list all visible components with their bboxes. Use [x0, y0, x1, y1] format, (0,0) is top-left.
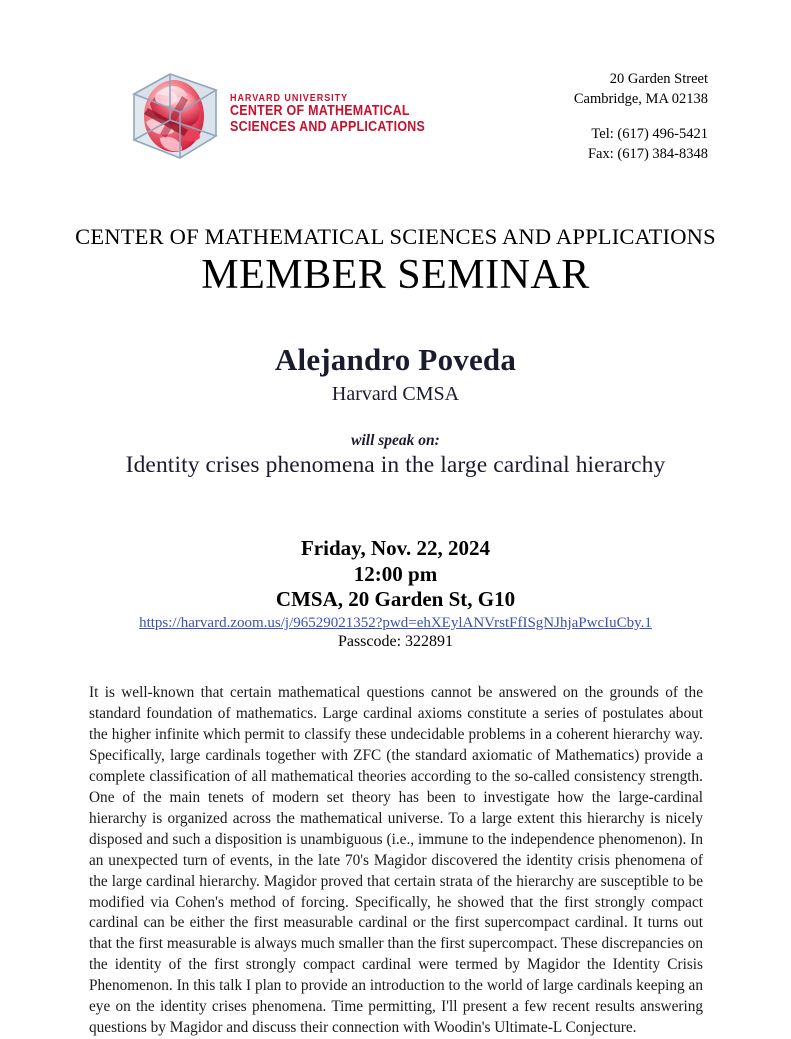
zoom-passcode: Passcode: 322891	[337, 632, 454, 650]
address-spacer	[574, 109, 708, 125]
cmsa-logo-wordmark	[230, 93, 425, 136]
cmsa-cube-logo-icon	[126, 64, 224, 164]
abstract-text: It is well-known that certain mathematical questions cannot be answered on the grounds of the standard foundation of mathematics. Large cardinal axioms constitute a series of postulates about the higher infinite which permit to classify these undecidable problems in a coherent hierarchy way. Specifically, large cardinals together with ZFC (the standard axiomatic of Mathematics) provide a complete classification of all mathematical theories according to the so-called consistency strength. One of the main tenets of modern set theory has been to investigate how the large-cardinal hierarchy is organized across the mathematical universe. To a large extent this hierarchy is nicely disposed and such a disposition is unambiguous (i.e., immune to the independence phenomenon). In an unexpected turn of events, in the late 70's Magidor discovered the identity crisis phenomena of the large cardinal hierarchy. Magidor proved that certain strata of the hierarchy are susceptible to be modified via Cohen's method of forcing. Specifically, he showed that the first strongly compact cardinal can be either the first measurable cardinal or the first supercompact cardinal. It turns out that the first measurable is always much smaller than the first supercompact. These discrepancies on the identity of the first strongly compact cardinal were termed by Magidor the Identity Crisis Phenomenon. In this talk I plan to provide an introduction to the world of large cardinals keeping an eye on the identity crises phenomena. Time permitting, I'll present a few recent results answering questions by Magidor and discuss their connection with Woodin's Ultimate-L Conjecture.	[89, 684, 703, 1037]
event-date: Friday, Nov. 22, 2024	[300, 536, 490, 560]
event-time: 12:00 pm	[353, 561, 438, 586]
event-location: CMSA, 20 Garden St, G10	[275, 587, 516, 612]
letterhead	[0, 60, 791, 175]
address-telephone: Tel: (617) 496-5421	[591, 126, 708, 143]
talk-title: Identity crises phenomena in the large cardinal hierarchy	[125, 452, 666, 478]
cmsa-logo-block	[126, 64, 457, 164]
page-title: MEMBER SEMINAR	[201, 252, 590, 298]
speaker-affiliation: Harvard CMSA	[331, 383, 460, 405]
logo-line-sciences-and-applications: SCIENCES AND APPLICATIONS	[230, 118, 426, 135]
address-fax: Fax: (617) 384-8348	[587, 145, 708, 162]
speaker-name: Alejandro Poveda	[274, 342, 517, 377]
logo-line-center-of-mathematical: CENTER OF MATHEMATICAL	[230, 103, 410, 119]
contact-address-block	[574, 70, 708, 164]
center-name-heading: CENTER OF MATHEMATICAL SCIENCES AND APPLICATIONS	[75, 224, 716, 249]
address-street: 20 Garden Street	[609, 71, 708, 87]
event-logistics-block	[0, 536, 791, 651]
zoom-meeting-link[interactable]: https://harvard.zoom.us/j/96529021352?pwd=ehXEylANVrstFfISgNJhjaPwcIuCby.1	[139, 614, 652, 631]
address-city-state-zip: Cambridge, MA 02138	[573, 90, 708, 107]
logo-line-harvard-university: HARVARD UNIVERSITY	[230, 91, 349, 104]
will-speak-on-label: will speak on:	[351, 432, 440, 449]
